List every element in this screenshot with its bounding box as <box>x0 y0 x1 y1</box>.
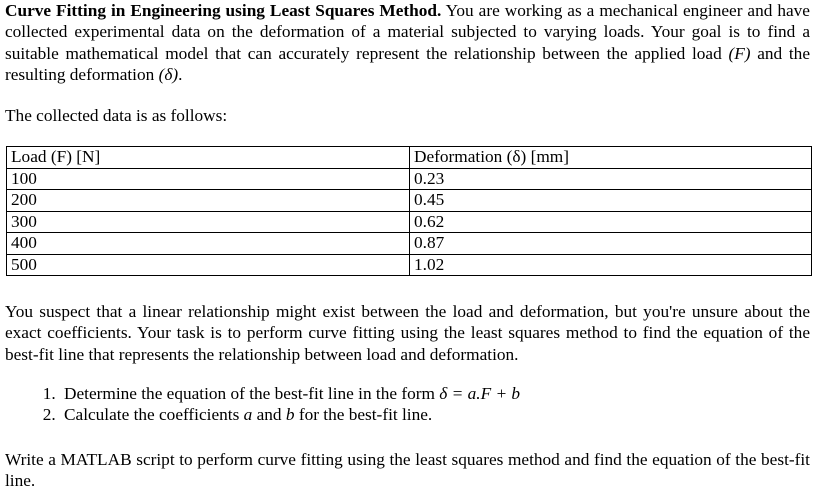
task-item: 1. Determine the equation of the best-fit line in the form δ = a.F + b <box>60 383 520 404</box>
intro-paragraph: Curve Fitting in Engineering using Least Squares Method. You are working as a mechanical engineer and have collected experimental data on the deformation of a material subjected to varying loads. Your goal is to find a suitable mathematical model that can accurately represent the relationship between the applied load (F) and the resulting deformation (δ). <box>5 1 810 84</box>
deformation-cell: 0.45 <box>410 190 812 212</box>
table-header-row <box>7 147 812 169</box>
load-cell: 100 <box>7 168 410 190</box>
load-cell: 200 <box>7 190 410 212</box>
task-item: 2. Calculate the coefficients a and b for the best-fit line. <box>60 404 520 425</box>
deformation-cell: 1.02 <box>410 254 812 276</box>
header-deformation: Deformation (δ) [mm] <box>410 147 812 169</box>
data-table <box>6 146 812 276</box>
header-load: Load (F) [N] <box>7 147 410 169</box>
table-row <box>7 233 812 255</box>
load-symbol: (F) <box>728 43 751 63</box>
deformation-symbol: (δ) <box>158 64 179 84</box>
paragraph-3: Write a MATLAB script to perform curve fitting using the least squares method and find the equation of the best-fit line. <box>5 450 810 491</box>
deformation-cell: 0.62 <box>410 211 812 233</box>
load-cell: 400 <box>7 233 410 255</box>
equation: δ = a.F + b <box>439 384 521 403</box>
table-row <box>7 168 812 190</box>
paragraph-2: You suspect that a linear relationship might exist between the load and deformation, but you're unsure about the exact coefficients. Your task is to perform curve fitting using the least squares method to find the equation of the best-fit line that represents the relationship between load and deformation. <box>5 302 810 364</box>
table-row <box>7 190 812 212</box>
table-row <box>7 254 812 276</box>
load-cell: 500 <box>7 254 410 276</box>
problem-title: Curve Fitting in Engineering using Least Squares Method. <box>5 1 442 20</box>
data-label: The collected data is as follows: <box>5 106 228 125</box>
deformation-cell: 0.23 <box>410 168 812 190</box>
task-list <box>30 383 520 426</box>
table-row <box>7 211 812 233</box>
load-cell: 300 <box>7 211 410 233</box>
deformation-cell: 0.87 <box>410 233 812 255</box>
